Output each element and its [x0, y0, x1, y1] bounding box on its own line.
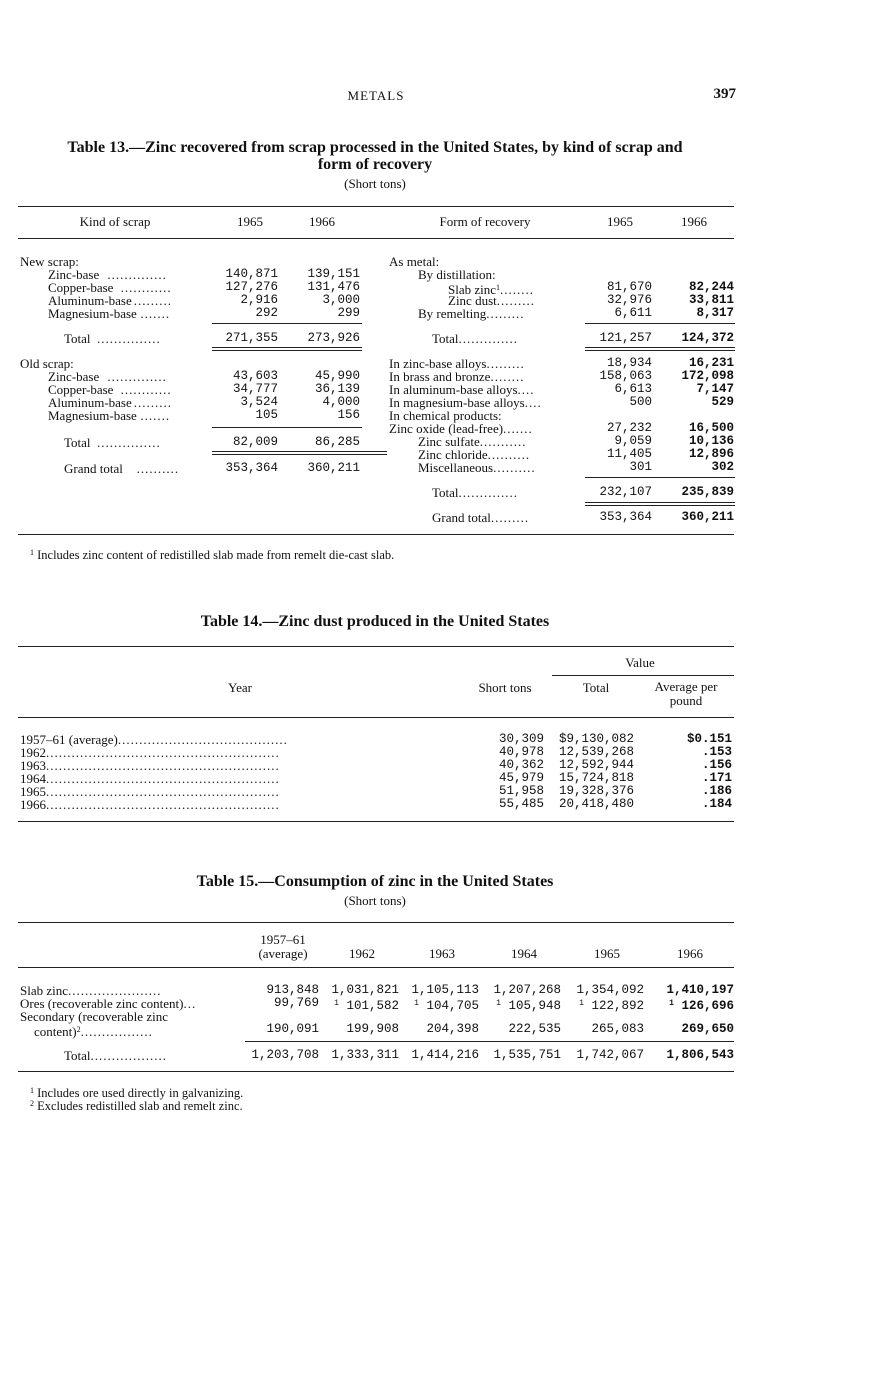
table-cell: [652, 1049, 734, 1062]
short-tons: 40,978: [498, 745, 544, 759]
leader-dots: .........: [133, 395, 173, 410]
table-row: [0, 798, 760, 811]
cell-value: 1,105,113: [411, 983, 479, 997]
short-tons: 40,362: [498, 758, 544, 772]
value-1966: 273,926: [307, 331, 360, 345]
table-cell: [325, 984, 399, 997]
leader-dots: ........: [490, 369, 525, 384]
value-1966: 8,317: [696, 306, 734, 320]
row-label-text: As metal:: [389, 254, 440, 269]
cell-value: 199,908: [346, 1022, 399, 1036]
row-label-text: Slab zinc: [20, 983, 69, 998]
row-label: New scrap:: [20, 254, 79, 269]
table-13-title-line2: form of recovery: [317, 156, 433, 173]
cell-value: 1,333,311: [331, 1048, 399, 1062]
leader-dots: .........: [486, 306, 525, 321]
table-13-footnote: [30, 548, 394, 563]
cell-value: 105,948: [508, 999, 561, 1013]
leader-dots: .......................................................: [46, 771, 280, 786]
col-header-1966: 1966: [309, 214, 335, 229]
table-row: [0, 396, 760, 409]
col-header-kind: Kind of scrap: [79, 214, 151, 229]
table-15-subtitle: (Short tons): [344, 893, 406, 908]
table-cell: [487, 1049, 561, 1062]
value-1966: 299: [337, 306, 360, 320]
year: 1963: [20, 758, 46, 773]
row-label-text: Zinc sulfate: [418, 434, 480, 449]
running-header: METALS: [347, 88, 405, 103]
leader-dots: ..........: [493, 460, 536, 475]
table-cell: [405, 1023, 479, 1036]
value-average: .171: [701, 771, 732, 785]
value-1965: 3,524: [240, 395, 278, 409]
cell-value: 190,091: [266, 1022, 319, 1036]
table-cell: [487, 984, 561, 997]
short-tons: 51,958: [498, 784, 544, 798]
col-header-1965: 1965: [237, 214, 263, 229]
table-cell: [570, 1049, 644, 1062]
leader-dots: .........: [133, 293, 173, 308]
col-header-year: Year: [228, 680, 252, 695]
footnote-ref: 1: [669, 999, 674, 1008]
year: 1957–61 (average): [20, 732, 118, 747]
row-label: [432, 332, 518, 345]
row-label: Copper-base: [48, 280, 114, 295]
row-label: Zinc-base: [48, 267, 100, 282]
value-1966: 235,839: [681, 485, 734, 499]
leader-dots: .......................................................: [46, 745, 280, 760]
leader-dots: ............: [120, 382, 172, 397]
value-1965: 232,107: [599, 485, 652, 499]
value-1966: 360,211: [307, 461, 360, 475]
value-1965: 27,232: [606, 421, 652, 435]
cell-value: 269,650: [681, 1022, 734, 1036]
table-row: [0, 486, 760, 499]
table-cell: [405, 984, 479, 997]
value-1965: 11,405: [606, 447, 652, 461]
year: 1962: [20, 745, 46, 760]
value-1965: 6,613: [614, 382, 652, 396]
cell-value: 1,031,821: [331, 983, 399, 997]
rule: [585, 323, 735, 324]
cell-value: 101,582: [346, 999, 399, 1013]
footnote-text: Includes zinc content of redistilled slab made from remelt die-cast slab.: [37, 548, 395, 562]
row-label-text: Zinc oxide (lead-free): [389, 421, 504, 436]
leader-dots: ............: [120, 280, 172, 295]
value-total: 12,592,944: [558, 758, 634, 772]
footnote-ref: 1: [334, 999, 339, 1008]
col-header-value: Value: [625, 655, 655, 670]
cell-value: 1,354,092: [576, 983, 644, 997]
leader-dots: ..................: [90, 1048, 168, 1063]
value-total: 12,539,268: [558, 745, 634, 759]
value-1966: 16,500: [688, 421, 734, 435]
value-1966: 139,151: [307, 267, 360, 281]
cell-value: 1,742,067: [576, 1048, 644, 1062]
year: 1965: [20, 784, 46, 799]
leader-dots: ...............: [97, 331, 161, 346]
col-header-1963: 1963: [429, 946, 455, 961]
footnote-ref: 2: [76, 1025, 81, 1034]
value-1966: 131,476: [307, 280, 360, 294]
table-14-title: Table 14.—Zinc dust produced in the United States: [200, 613, 550, 630]
leader-dots: ..........: [487, 447, 531, 462]
value-average: .184: [701, 797, 732, 811]
row-label-text: Zinc dust: [448, 293, 497, 308]
leader-dots: ......................: [68, 983, 162, 998]
cell-value: 1,207,268: [493, 983, 561, 997]
table-cell: [405, 1049, 479, 1062]
footnote-ref: 1: [414, 999, 419, 1008]
leader-dots: ...: [183, 996, 197, 1011]
value-1966: 156: [337, 408, 360, 422]
table-cell: [652, 1023, 734, 1036]
value-1965: 43,603: [232, 369, 278, 383]
value-1966: 82,244: [688, 280, 734, 294]
value-1965: 353,364: [225, 461, 278, 475]
cell-value: 265,083: [591, 1022, 644, 1036]
value-1965: 158,063: [599, 369, 652, 383]
col-header-short-tons: Short tons: [478, 680, 532, 695]
value-total: $9,130,082: [558, 732, 634, 746]
row-label-text: In zinc-base alloys: [389, 356, 487, 371]
leader-dots: ........: [500, 282, 535, 297]
row-label: Total: [64, 331, 91, 346]
value-1966: 33,811: [688, 293, 734, 307]
value-1965: 82,009: [232, 435, 278, 449]
cell-value: 204,398: [426, 1022, 479, 1036]
cell-value: 104,705: [426, 999, 479, 1013]
value-1965: 500: [629, 395, 652, 409]
table-15-footnote-2: [30, 1099, 243, 1114]
footnote-mark: 1: [30, 1086, 34, 1095]
rule: [18, 821, 734, 822]
table-cell: [570, 1023, 644, 1036]
rule: [18, 534, 734, 535]
row-label: [432, 511, 529, 524]
rule: [212, 323, 362, 324]
rule: [18, 238, 734, 239]
leader-dots: .......................................................: [46, 784, 280, 799]
table-cell: [325, 1049, 399, 1062]
value-1966: 529: [711, 395, 734, 409]
double-rule: [585, 502, 735, 506]
value-average: .153: [701, 745, 732, 759]
rule: [212, 427, 362, 428]
table-cell: [652, 984, 734, 997]
col-header-1962: 1962: [349, 946, 375, 961]
value-average: $0.151: [686, 732, 732, 746]
leader-dots: ..............: [107, 267, 167, 282]
value-1966: 302: [711, 460, 734, 474]
value-total: 20,418,480: [558, 797, 634, 811]
value-1966: 4,000: [322, 395, 360, 409]
leader-dots: ..............: [458, 331, 519, 346]
row-label: Zinc-base: [48, 369, 100, 384]
rule: [245, 1041, 734, 1042]
row-label: Magnesium-base: [48, 408, 137, 423]
row-label: Grand total: [64, 461, 123, 476]
row-label: Aluminum-base: [48, 395, 132, 410]
value-1966: 124,372: [681, 331, 734, 345]
value-1966: 10,136: [688, 434, 734, 448]
value-1966: 3,000: [322, 293, 360, 307]
row-label-text: Secondary (recoverable zinc: [20, 1009, 168, 1024]
col-header-1965: 1965: [594, 946, 620, 961]
value-average: .156: [701, 758, 732, 772]
footnote-ref: 1: [496, 999, 501, 1008]
leader-dots: .......................................................: [46, 797, 280, 812]
value-total: 15,724,818: [558, 771, 634, 785]
col-header-avg: Average per pound: [654, 679, 718, 708]
row-label-text: By distillation:: [418, 267, 496, 282]
row-label-text: Ores (recoverable zinc content): [20, 996, 184, 1011]
footnote-text: Excludes redistilled slab and remelt zinc.: [37, 1099, 243, 1113]
leader-dots: ........................................: [117, 732, 288, 747]
leader-dots: .........: [490, 510, 530, 525]
cell-value: 1,414,216: [411, 1048, 479, 1062]
value-1965: 9,059: [614, 434, 652, 448]
leader-dots: ...........: [479, 434, 527, 449]
value-1965: 2,916: [240, 293, 278, 307]
row-label: [418, 307, 525, 320]
row-label: [20, 1010, 168, 1023]
short-tons: 30,309: [498, 732, 544, 746]
cell-value: 1,535,751: [493, 1048, 561, 1062]
rule: [585, 477, 735, 478]
row-label-text: Miscellaneous: [418, 460, 494, 475]
table-cell: [487, 1023, 561, 1036]
table-13-subtitle: (Short tons): [344, 176, 406, 191]
row-label: Magnesium-base: [48, 306, 137, 321]
table-row: [0, 307, 760, 320]
year: 1964: [20, 771, 46, 786]
rule: [18, 717, 734, 718]
value-1965: 353,364: [599, 510, 652, 524]
value-1965: 32,976: [606, 293, 652, 307]
table-cell: [245, 1023, 319, 1036]
table-row: [0, 1022, 760, 1039]
leader-dots: ....: [524, 395, 542, 410]
leader-dots: ....: [517, 382, 535, 397]
cell-value: 222,535: [508, 1022, 561, 1036]
leader-dots: ..............: [458, 485, 519, 500]
footnote-ref: 1: [496, 283, 501, 292]
value-1966: 86,285: [314, 435, 360, 449]
row-label-text: Total: [432, 485, 459, 500]
rule: [18, 967, 734, 968]
row-label: [432, 486, 518, 499]
value-1965: 121,257: [599, 331, 652, 345]
table-row: [0, 332, 760, 345]
table-row: [0, 255, 760, 268]
value-1965: 127,276: [225, 280, 278, 294]
value-1965: 81,670: [606, 280, 652, 294]
footnote-mark: 1: [30, 548, 34, 557]
table-cell: [325, 1023, 399, 1036]
cell-value: 1,806,543: [666, 1048, 734, 1062]
short-tons: 55,485: [498, 797, 544, 811]
cell-value: 122,892: [591, 999, 644, 1013]
row-label-text: Slab zinc: [448, 282, 497, 297]
leader-dots: .......: [140, 306, 171, 321]
row-label-text: By remelting: [418, 306, 487, 321]
cell-value: 1,410,197: [666, 983, 734, 997]
cell-value: 1,203,708: [251, 1048, 319, 1062]
value-1966: 12,896: [688, 447, 734, 461]
value-1965: 34,777: [232, 382, 278, 396]
row-label-text: Grand total: [432, 510, 491, 525]
value-1965: 105: [255, 408, 278, 422]
table-row: [0, 461, 760, 474]
row-label-text: In magnesium-base alloys: [389, 395, 525, 410]
value-1965: 6,611: [614, 306, 652, 320]
cell-value: 126,696: [681, 999, 734, 1013]
row-label: Old scrap:: [20, 356, 74, 371]
value-1966: 16,231: [688, 356, 734, 370]
value-1965: 292: [255, 306, 278, 320]
footnote-mark: 2: [30, 1099, 34, 1108]
leader-dots: .......: [140, 408, 171, 423]
value-1966: 172,098: [681, 369, 734, 383]
double-rule: [212, 451, 387, 455]
row-label-text: Total: [64, 1048, 91, 1063]
rule: [18, 646, 734, 647]
page-number: 397: [713, 86, 736, 102]
leader-dots: ..........: [136, 461, 180, 476]
row-label-text: Zinc chloride: [418, 447, 488, 462]
value-total: 19,328,376: [558, 784, 634, 798]
table-row: [0, 1049, 760, 1062]
leader-dots: .................: [80, 1024, 153, 1039]
value-1965: 18,934: [606, 356, 652, 370]
year: 1966: [20, 797, 46, 812]
cell-value: 99,769: [273, 996, 319, 1010]
col-header-1965-right: 1965: [607, 214, 633, 229]
row-label: [418, 461, 536, 474]
table-row: [0, 511, 760, 524]
col-header-1966-right: 1966: [681, 214, 707, 229]
footnote-text: Includes ore used directly in galvanizing.: [37, 1086, 244, 1100]
double-rule: [212, 347, 362, 351]
row-label: Aluminum-base: [48, 293, 132, 308]
col-header-1964: 1964: [511, 946, 537, 961]
leader-dots: .......: [503, 421, 533, 436]
row-label-text: In aluminum-base alloys: [389, 382, 518, 397]
col-header-total: Total: [582, 680, 610, 695]
col-header-form: Form of recovery: [439, 214, 531, 229]
value-1966: 7,147: [696, 382, 734, 396]
row-label: [34, 1023, 153, 1038]
double-rule: [585, 347, 735, 351]
rule: [18, 922, 734, 923]
table-15-title: Table 15.—Consumption of zinc in the United States: [196, 873, 554, 890]
col-header-period-a: 1957–61: [260, 932, 306, 947]
col-header-period-b: (average): [258, 946, 308, 961]
leader-dots: .......................................................: [46, 758, 280, 773]
value-1965: 140,871: [225, 267, 278, 281]
table-cell: [245, 1049, 319, 1062]
leader-dots: .........: [496, 293, 535, 308]
value-1965: 301: [629, 460, 652, 474]
footnote-ref: 1: [579, 999, 584, 1008]
value-1966: 360,211: [681, 510, 734, 524]
leader-dots: .........: [486, 356, 525, 371]
row-label-text: content): [34, 1024, 77, 1039]
table-13-title-line1: Table 13.—Zinc recovered from scrap processed in the United States, by kind of scrap and: [67, 139, 683, 156]
row-label: [64, 1049, 167, 1062]
value-1966: 45,990: [314, 369, 360, 383]
row-label-text: In brass and bronze: [389, 369, 491, 384]
value-1965: 271,355: [225, 331, 278, 345]
value-average: .186: [701, 784, 732, 798]
value-1966: 36,139: [314, 382, 360, 396]
table-cell: [570, 984, 644, 997]
rule: [552, 675, 734, 676]
leader-dots: ..............: [107, 369, 167, 384]
short-tons: 45,979: [498, 771, 544, 785]
col-header-1966: 1966: [677, 946, 703, 961]
row-label-text: Total: [432, 331, 459, 346]
rule: [18, 1071, 734, 1072]
cell-value: 913,848: [266, 983, 319, 997]
rule: [18, 206, 734, 207]
leader-dots: ...............: [97, 435, 161, 450]
row-label: [20, 798, 280, 811]
row-label: [418, 268, 496, 281]
table-cell: [245, 997, 319, 1010]
row-label-text: In chemical products:: [389, 408, 502, 423]
row-label: Total: [64, 435, 91, 450]
row-label: Copper-base: [48, 382, 114, 397]
